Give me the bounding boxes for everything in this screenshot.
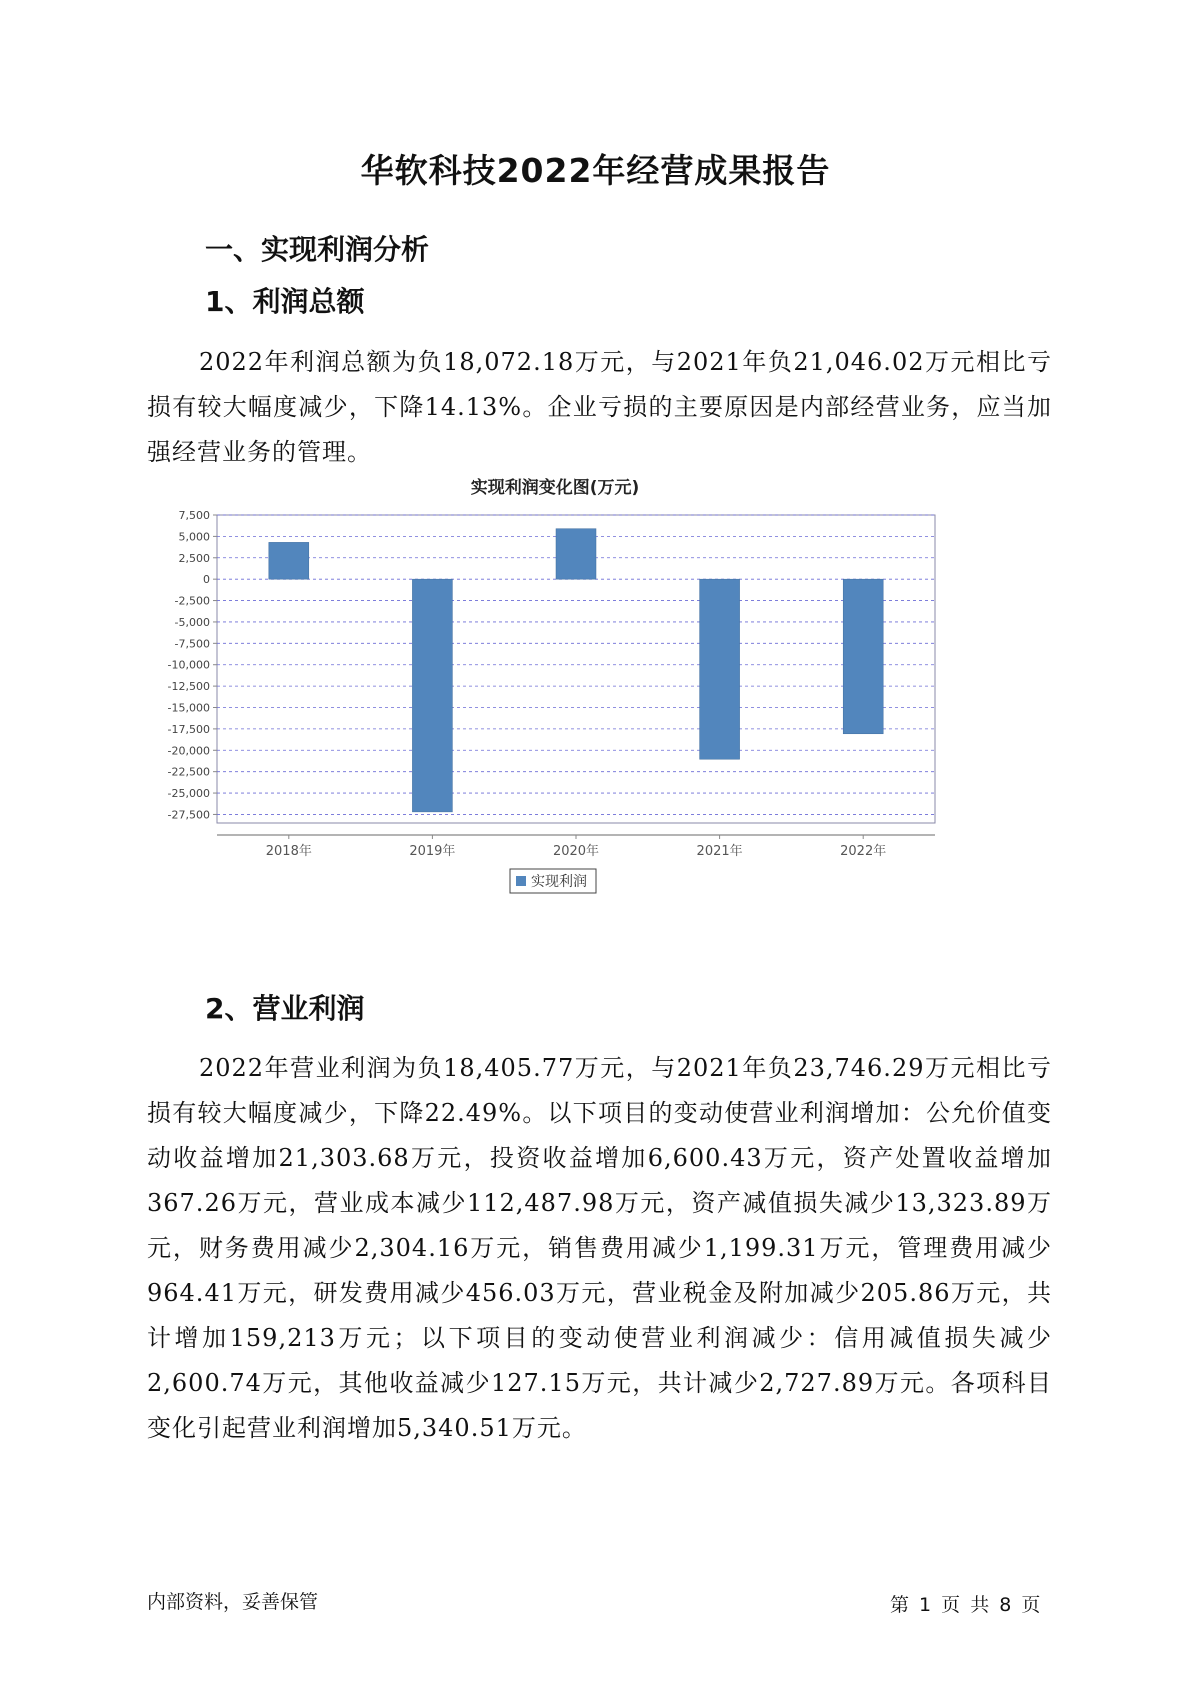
paragraph-total-profit: 2022年利润总额为负18,072.18万元，与2021年负21,046.02万元相比亏损有较大幅度减少，下降14.13%。企业亏损的主要原因是内部经营业务，应当加强经营业务的管理。	[147, 348, 1052, 466]
bar-2019年	[412, 579, 452, 812]
bar-2022年	[843, 579, 883, 734]
page-title: 华软科技2022年经营成果报告	[360, 151, 831, 190]
y-tick-label: -20,000	[167, 744, 210, 758]
subheading-total-profit: 1、利润总额	[205, 285, 365, 318]
y-tick-label: -27,500	[167, 808, 210, 822]
y-tick-label: -22,500	[167, 765, 210, 779]
legend-label: 实现利润	[531, 874, 587, 890]
y-tick-label: 7,500	[178, 509, 210, 522]
y-tick-label: -25,000	[167, 787, 210, 801]
y-tick-label: 0	[203, 573, 210, 587]
profit-bar-chart	[150, 470, 1030, 900]
x-tick-label: 2021年	[696, 844, 743, 859]
y-tick-label: 2,500	[178, 551, 210, 565]
bar-2020年	[556, 529, 596, 579]
x-tick-label: 2019年	[409, 844, 456, 859]
y-tick-label: -12,500	[167, 680, 210, 694]
legend-swatch	[516, 876, 526, 886]
x-tick-label: 2020年	[552, 844, 600, 859]
y-tick-label: -15,000	[167, 701, 210, 715]
y-tick-label: -2,500	[174, 594, 210, 608]
bar-2018年	[269, 542, 309, 579]
section-heading-profit-analysis: 一、实现利润分析	[205, 233, 430, 266]
footer-page-number: 第 1 页 共 8 页	[890, 1594, 1043, 1616]
y-tick-label: -7,500	[174, 637, 210, 651]
y-tick-label: -17,500	[167, 722, 210, 736]
footer-confidential: 内部资料，妥善保管	[147, 1591, 319, 1613]
bar-2021年	[700, 579, 740, 759]
x-tick-label: 2022年	[840, 844, 887, 859]
paragraph-operating-profit: 2022年营业利润为负18,405.77万元，与2021年负23,746.29万元相比亏损有较大幅度减少，下降22.49%。以下项目的变动使营业利润增加：公允价值变动收益增加21,303.68万元，投资收益增加6,600.43万元，资产处置收益增加367.26万元，营业成本减少112,487.98万元，资产减值损失减少13,323.89万元，财务费用减少2,304.16万元，销售费用减少1,199.31万元，管理费用减少964.41万元，研发费用减少456.03万元，营业税金及附加减少205.86万元，共计增加159,213万元；以下项目的变动使营业利润减少：信用减值损失减少2,600.74万元，其他收益减少127.15万元，共计减少2,727.89万元。各项科目变化引起营业利润增加5,340.51万元。	[147, 1054, 1052, 1442]
x-tick-label: 2018年	[265, 844, 312, 859]
chart-title: 实现利润变化图(万元)	[470, 478, 640, 498]
subheading-operating-profit: 2、营业利润	[205, 992, 365, 1025]
y-tick-label: -10,000	[167, 658, 210, 672]
y-tick-label: -5,000	[174, 615, 210, 629]
y-tick-label: 5,000	[178, 530, 210, 544]
chart-legend	[510, 869, 596, 893]
